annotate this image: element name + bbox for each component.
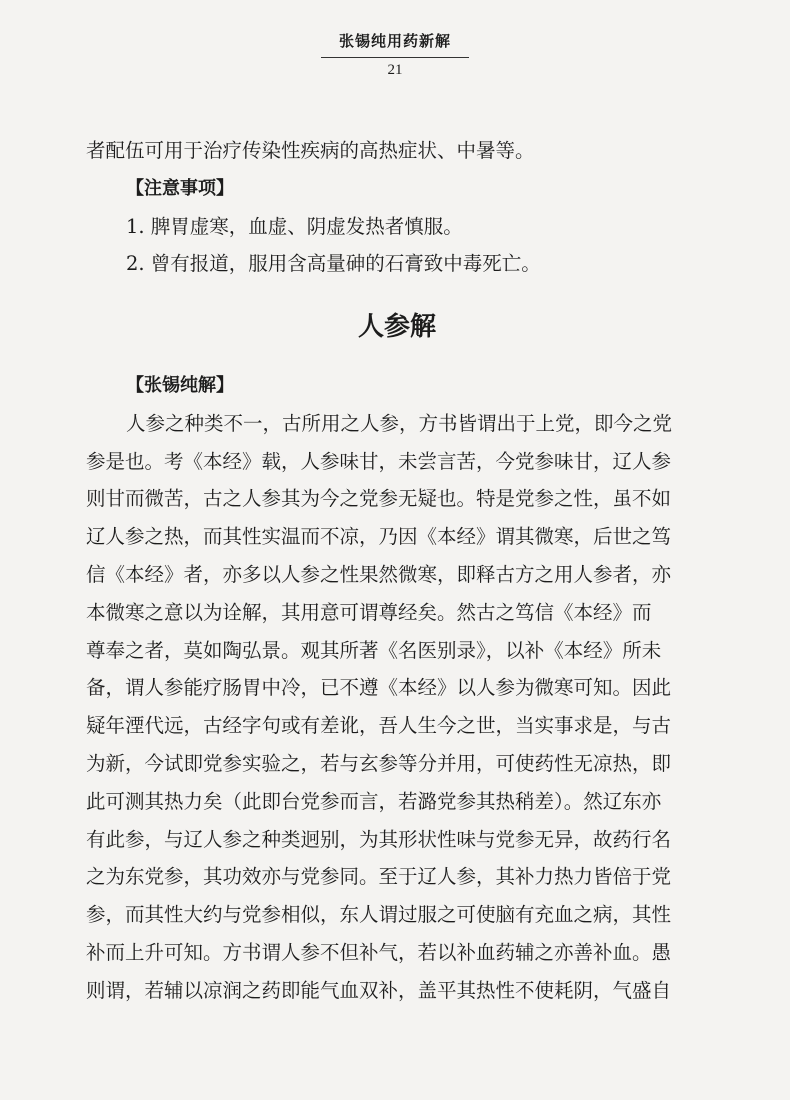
paragraph-line: 备，谓人参能疗肠胃中冷，已不遵《本经》以人参为微寒可知。因此 xyxy=(86,676,672,700)
paragraph-line: 补而上升可知。方书谓人参不但补气，若以补血药辅之亦善补血。愚 xyxy=(86,940,672,964)
paragraph-line: 参，而其性大约与党参相似，东人谓过服之可使脑有充血之病，其性 xyxy=(86,903,672,927)
paragraph-line: 信《本经》者，亦多以人参之性果然微寒，即释古方之用人参者，亦 xyxy=(86,562,672,586)
book-title: 张锡纯用药新解 xyxy=(321,30,469,58)
notes-label: 【注意事项】 xyxy=(126,177,234,199)
carryover-line: 者配伍可用于治疗传染性疾病的高热症状、中暑等。 xyxy=(86,139,535,162)
page-body xyxy=(86,132,708,1010)
paragraph-line: 为新，今试即党参实验之，若与玄参等分并用，可使药性无凉热，即 xyxy=(86,751,672,775)
paragraph-line: 此可测其热力矣（此即台党参而言，若潞党参其热稍差）。然辽东亦 xyxy=(86,789,662,813)
page-number: 21 xyxy=(387,62,403,78)
paragraph-line: 则谓，若辅以凉润之药即能气血双补，盖平其热性不使耗阴，气盛自 xyxy=(86,978,672,1002)
paragraph-line: 疑年湮代远，古经字句或有差讹，吾人生今之世，当实事求是，与古 xyxy=(86,714,672,738)
section-title: 人参解 xyxy=(357,312,436,343)
running-header xyxy=(0,30,790,79)
paragraph-line: 本微寒之意以为诠解，其用意可谓尊经矣。然古之笃信《本经》而 xyxy=(86,600,652,624)
paragraph-line: 尊奉之者，莫如陶弘景。观其所著《名医别录》，以补《本经》所未 xyxy=(86,638,662,662)
paragraph-line: 辽人参之热，而其性实温而不凉，乃因《本经》谓其微寒，后世之笃 xyxy=(86,525,672,549)
paragraph-line: 参是也。考《本经》载，人参味甘，未尝言苦，今党参味甘，辽人参 xyxy=(86,449,672,473)
paragraph-line: 之为东党参，其功效亦与党参同。至于辽人参，其补力热力皆倍于党 xyxy=(86,865,672,889)
note-item: 2. 曾有报道，服用含高量砷的石膏致中毒死亡。 xyxy=(126,252,541,276)
paragraph-line: 有此参，与辽人参之种类迥别，为其形状性味与党参无异，故药行名 xyxy=(86,827,672,851)
paragraph-line: 则甘而微苦，古之人参其为今之党参无疑也。特是党参之性，虽不如 xyxy=(86,487,672,511)
note-item: 1. 脾胃虚寒，血虚、阴虚发热者慎服。 xyxy=(126,214,463,238)
paragraph-line: 人参之种类不一，古所用之人参，方书皆谓出于上党，即今之党 xyxy=(126,411,673,435)
commentary-label: 【张锡纯解】 xyxy=(126,374,234,396)
commentary-paragraph xyxy=(86,405,708,1010)
